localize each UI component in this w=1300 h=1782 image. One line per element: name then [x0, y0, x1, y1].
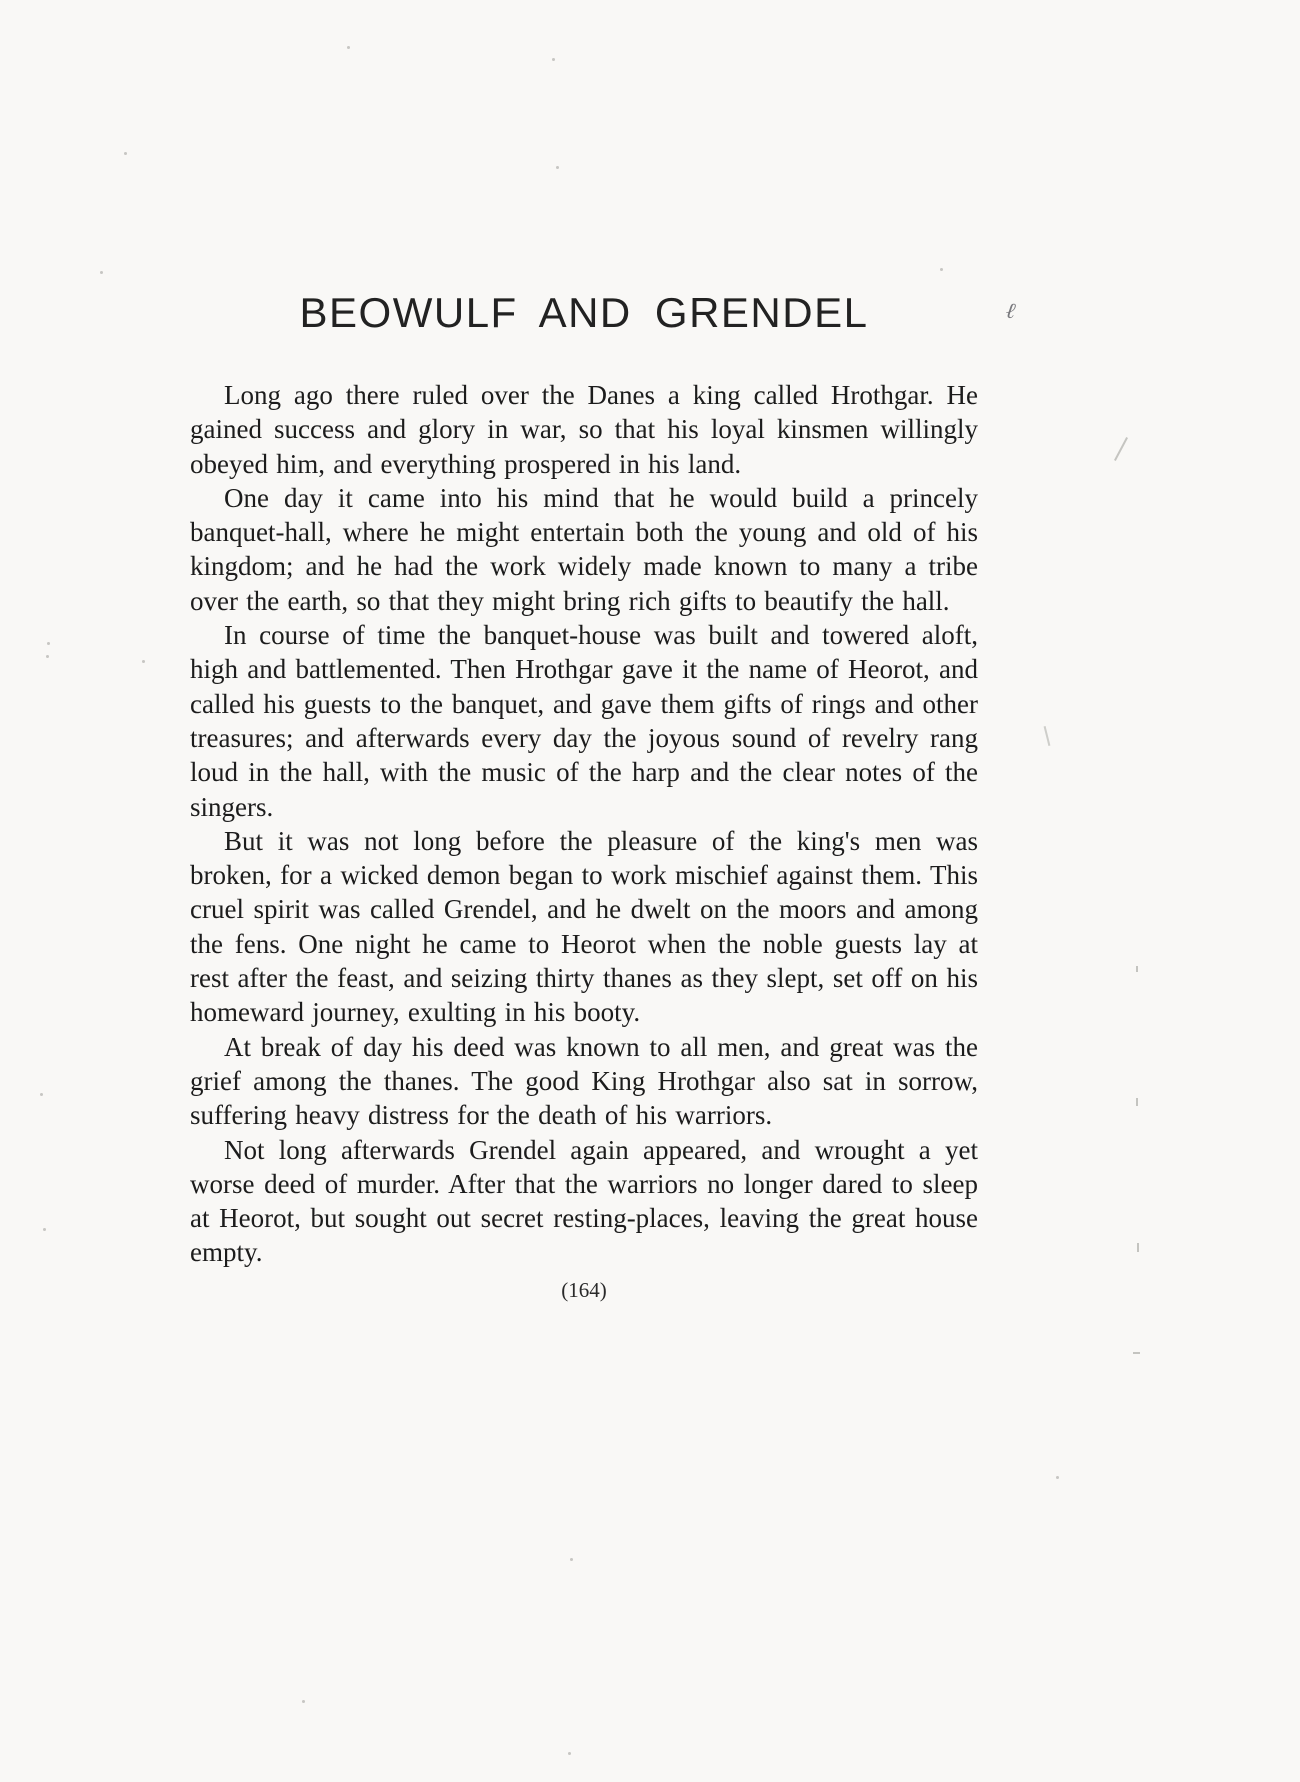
speck [142, 660, 145, 663]
margin-tick [1133, 1352, 1140, 1354]
speck [47, 642, 50, 645]
speck [347, 46, 350, 49]
speck [100, 271, 103, 274]
speck [46, 655, 49, 658]
scratch-mark [1114, 437, 1128, 461]
scratch-mark [1044, 726, 1051, 746]
speck [302, 1700, 305, 1703]
speck [940, 268, 943, 271]
speck [552, 58, 555, 61]
speck [43, 1228, 46, 1231]
speck [568, 1752, 571, 1755]
speck [124, 152, 127, 155]
speck [40, 1093, 43, 1096]
margin-tick [1137, 1243, 1139, 1252]
text-block [190, 289, 978, 1303]
page-number: (164) [561, 1277, 607, 1302]
speck [1056, 1476, 1059, 1479]
paragraph: Not long afterwards Grendel again appeared, and wrought a yet worse deed of murder. After that the warriors no longer dared to sleep at Heorot, but sought out secret resting-places, leaving the great house empty. [190, 1134, 978, 1268]
paragraph: In course of time the banquet-house was built and towered aloft, high and battlemented. Then Hrothgar gave it the name of Heorot, and called his guests to the banquet, and gave them gifts of rings and other treasures; and afterwards every day the joyous sound of revelry rang loud in the hall, with the music of the harp and the clear notes of the singers. [190, 620, 978, 822]
margin-tick [1136, 1098, 1138, 1106]
paragraph: But it was not long before the pleasure of the king's men was broken, for a wicked demon began to work mischief against them. This cruel spirit was called Grendel, and he dwelt on the moors and among the fens. One night he came to Heorot when the noble guests lay at rest after the feast, and seizing thirty thanes as they slept, set off on his homeward journey, exulting in his booty. [190, 825, 978, 1028]
paragraph: At break of day his deed was known to all men, and great was the grief among the thanes. The good King Hrothgar also sat in sorrow, suffering heavy distress for the death of his warriors. [190, 1031, 978, 1131]
margin-tick [1136, 966, 1138, 972]
body-text [190, 378, 978, 1270]
page-title: BEOWULF AND GRENDEL [299, 289, 869, 336]
ink-mark: ℓ [1004, 297, 1017, 324]
speck [556, 166, 559, 169]
paragraph: One day it came into his mind that he would build a princely banquet-hall, where he might entertain both the young and old of his kingdom; and he had the work widely made known to many a tribe over the earth, so that they might bring rich gifts to beautify the hall. [190, 482, 978, 616]
paragraph: Long ago there ruled over the Danes a king called Hrothgar. He gained success and glory in war, so that his loyal kinsmen willingly obeyed him, and everything prospered in his land. [190, 380, 978, 479]
speck [570, 1558, 573, 1561]
